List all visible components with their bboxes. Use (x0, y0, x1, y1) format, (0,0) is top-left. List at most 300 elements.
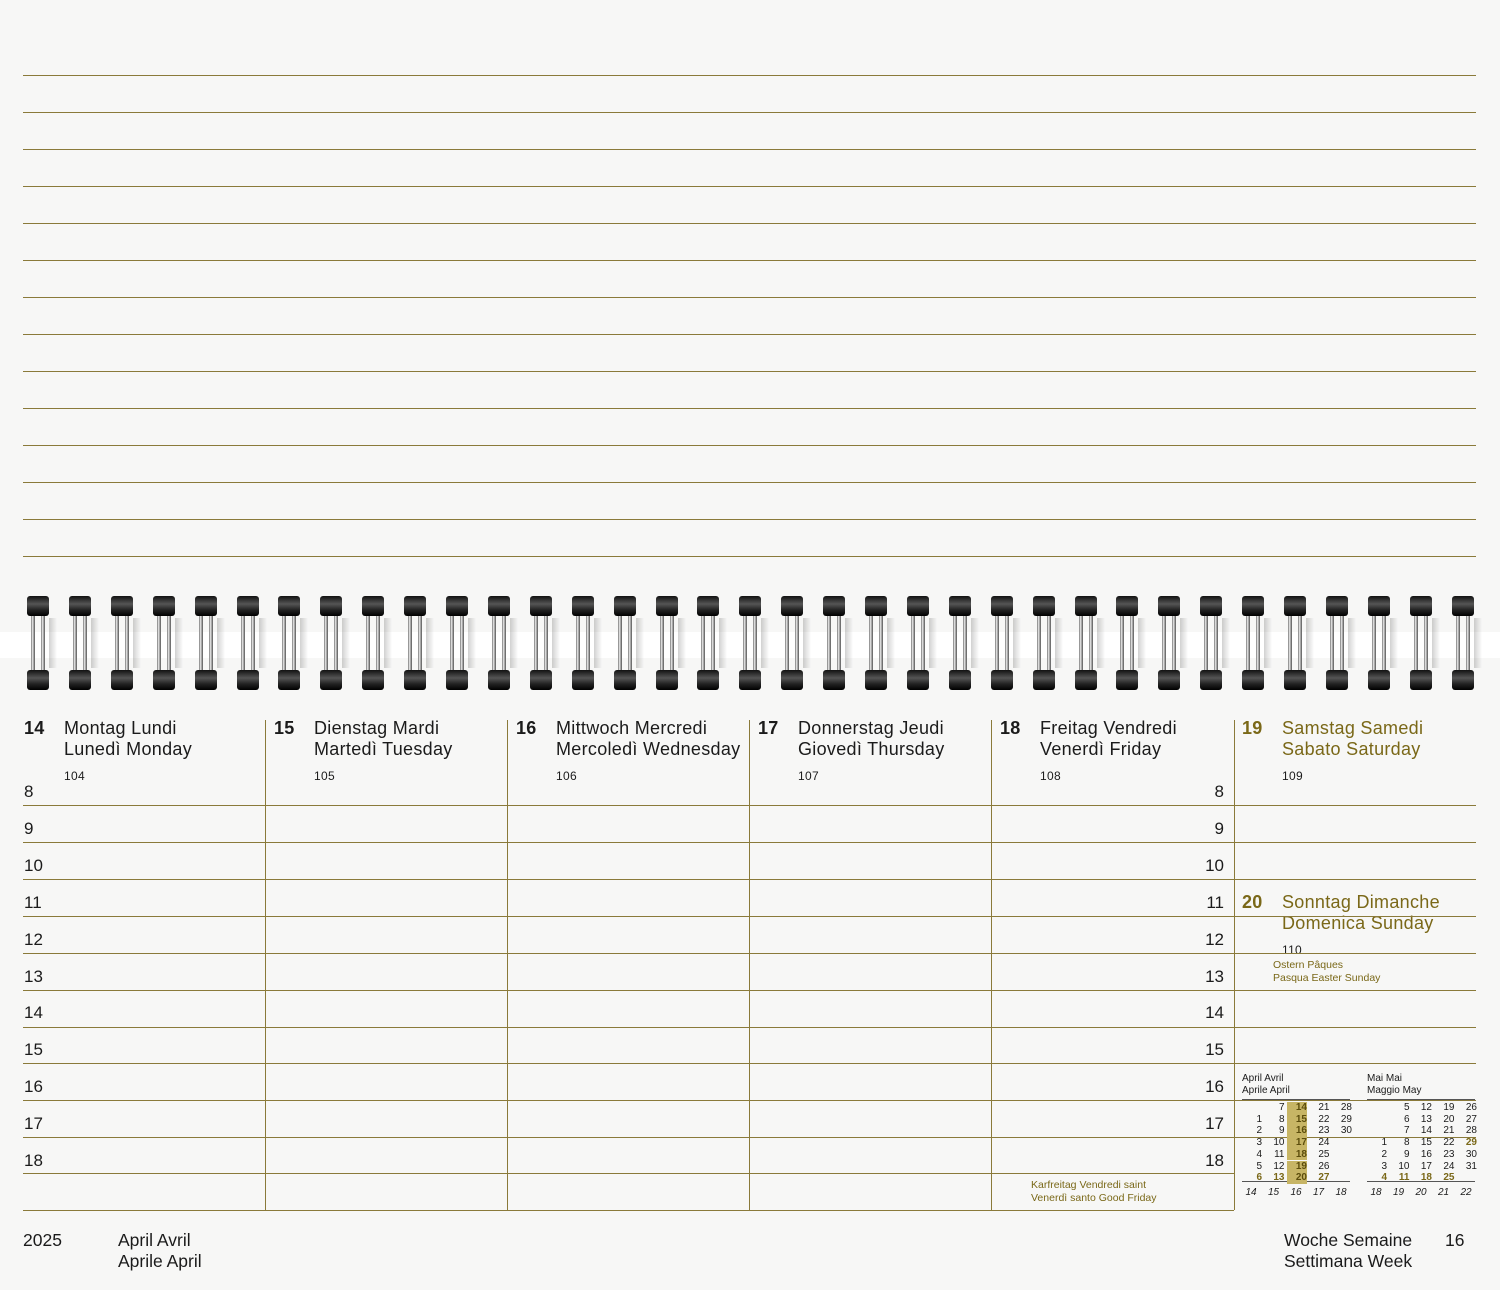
hour-label-left: 13 (24, 966, 43, 986)
coil-wire (1246, 610, 1250, 676)
mini-calendar-day: 5 (1403, 1102, 1410, 1113)
mini-calendar-day: 19 (1287, 1161, 1307, 1173)
mini-calendar-title-line: Maggio May (1367, 1085, 1422, 1096)
day-name (556, 718, 740, 760)
coil-wire (1340, 610, 1344, 676)
holiday-line: Venerdì santo Good Friday (1031, 1192, 1157, 1204)
mini-calendar-day: 27 (1318, 1172, 1330, 1184)
coil-shadow (1222, 618, 1230, 668)
footer-week-label (1284, 1230, 1412, 1271)
day-of-year: 110 (1282, 943, 1303, 957)
mini-calendar-day: 1 (1381, 1137, 1387, 1149)
coil-cap (907, 670, 929, 690)
note-line (23, 445, 1476, 446)
coil-cap (27, 596, 49, 616)
coil-cap (865, 596, 887, 616)
spiral-coil (614, 596, 636, 690)
coil-wire (492, 610, 496, 676)
mini-calendar-title-line: Aprile April (1242, 1085, 1290, 1096)
coil-cap (278, 670, 300, 690)
coil-cap (572, 670, 594, 690)
day-name-line: Giovedì Thursday (798, 739, 945, 759)
mini-calendar-rule (1242, 1099, 1350, 1100)
footer-month-line: April Avril (118, 1230, 191, 1250)
mini-calendar-day: 10 (1398, 1160, 1410, 1172)
mini-calendar-day: 13 (1420, 1113, 1432, 1125)
coil-shadow (300, 618, 308, 668)
spiral-coil (656, 596, 678, 690)
day-name-line: Mercoledì Wednesday (556, 739, 741, 759)
day-name-line: Samstag Samedi (1282, 718, 1424, 738)
coil-wire (73, 610, 77, 676)
day-name-line: Freitag Vendredi (1040, 718, 1177, 738)
coil-cap (1410, 670, 1432, 690)
coil-shadow (1013, 618, 1021, 668)
mini-calendar-day: 31 (1465, 1160, 1477, 1172)
mini-calendar-day: 17 (1420, 1160, 1432, 1172)
coil-shadow (845, 618, 853, 668)
mini-calendar-day: 3 (1381, 1160, 1387, 1172)
spiral-coil (1326, 596, 1348, 690)
coil-wire (1047, 610, 1051, 676)
spiral-coil (949, 596, 971, 690)
hour-label-right: 14 (1205, 1003, 1224, 1023)
coil-wire (711, 610, 715, 676)
spiral-coil (278, 596, 300, 690)
coil-wire (502, 610, 506, 676)
coil-cap (1284, 596, 1306, 616)
coil-cap (991, 670, 1013, 690)
spiral-coil (1158, 596, 1180, 690)
mini-calendar-title (1367, 1073, 1475, 1097)
mini-calendar-day: 11 (1398, 1172, 1410, 1184)
mini-calendar-day: 19 (1443, 1102, 1455, 1113)
coil-shadow (1264, 618, 1272, 668)
coil-wire (670, 610, 674, 676)
hour-label-right: 15 (1205, 1040, 1224, 1060)
hour-label-right: 10 (1205, 855, 1224, 875)
coil-shadow (49, 618, 57, 668)
coil-shadow (1306, 618, 1314, 668)
coil-wire (753, 610, 757, 676)
day-name-line: Lunedì Monday (64, 739, 192, 759)
mini-calendar-day: 12 (1420, 1102, 1432, 1113)
mini-calendar-week: 17 (1312, 1187, 1325, 1198)
coil-cap (362, 670, 384, 690)
coil-wire (628, 610, 632, 676)
coil-wire (963, 610, 967, 676)
coil-wire (586, 610, 590, 676)
coil-wire (376, 610, 380, 676)
day-name-line: Domenica Sunday (1282, 913, 1434, 933)
coil-wire (1298, 610, 1302, 676)
mini-calendar-week: 18 (1335, 1187, 1347, 1198)
day-name-line: Mittwoch Mercredi (556, 718, 708, 738)
holiday-line: Ostern Pâques (1273, 959, 1344, 971)
coil-shadow (719, 618, 727, 668)
mini-calendar-day: 17 (1287, 1137, 1307, 1149)
footer-week-number: 16 (1445, 1230, 1465, 1250)
coil-cap (153, 670, 175, 690)
grid-column-line (507, 720, 508, 1210)
spiral-coil (572, 596, 594, 690)
coil-wire (534, 610, 538, 676)
grid-column-line (749, 720, 750, 1210)
holiday-easter-sunday (1273, 959, 1380, 985)
spiral-coil (781, 596, 803, 690)
hour-label-left: 12 (24, 929, 43, 949)
day-of-year: 106 (556, 769, 577, 783)
note-line (23, 260, 1476, 261)
coil-wire (544, 610, 548, 676)
note-line (23, 408, 1476, 409)
mini-calendar-day: 18 (1287, 1149, 1307, 1161)
day-name (798, 718, 945, 760)
hour-label-right: 11 (1206, 892, 1224, 912)
coil-shadow (384, 618, 392, 668)
mini-calendar-day: 7 (1403, 1125, 1410, 1137)
coil-wire (1079, 610, 1083, 676)
coil-cap (27, 670, 49, 690)
coil-shadow (1138, 618, 1146, 668)
spiral-coil (488, 596, 510, 690)
coil-shadow (971, 618, 979, 668)
coil-cap (1075, 596, 1097, 616)
mini-calendar-day: 14 (1287, 1102, 1307, 1114)
day-name-line: Montag Lundi (64, 718, 177, 738)
day-of-year: 109 (1282, 769, 1303, 783)
day-name-line: Dienstag Mardi (314, 718, 440, 738)
hour-label-left: 8 (24, 782, 34, 801)
coil-wire (795, 610, 799, 676)
coil-wire (1037, 610, 1041, 676)
hour-label-right: 17 (1205, 1114, 1224, 1134)
day-name (314, 718, 453, 760)
coil-cap (781, 596, 803, 616)
coil-cap (907, 596, 929, 616)
mini-calendar-day: 12 (1273, 1160, 1285, 1172)
coil-cap (1410, 596, 1432, 616)
mini-calendar-day: 28 (1465, 1125, 1477, 1137)
note-line (23, 75, 1476, 76)
mini-calendar-week: 20 (1415, 1187, 1427, 1198)
footer-year: 2025 (23, 1230, 62, 1250)
coil-shadow (761, 618, 769, 668)
coil-wire (1414, 610, 1418, 676)
coil-wire (125, 610, 129, 676)
coil-wire (1330, 610, 1334, 676)
coil-wire (1005, 610, 1009, 676)
note-line (23, 223, 1476, 224)
spiral-coil (111, 596, 133, 690)
coil-cap (69, 670, 91, 690)
coil-cap (237, 596, 259, 616)
coil-cap (1242, 596, 1264, 616)
coil-shadow (342, 618, 350, 668)
day-name (64, 718, 192, 760)
coil-cap (362, 596, 384, 616)
coil-wire (115, 610, 119, 676)
footer-month-line: Aprile April (118, 1250, 202, 1271)
coil-cap (1158, 596, 1180, 616)
holiday-line: Karfreitag Vendredi saint (1031, 1179, 1146, 1191)
mini-calendar-week: 18 (1370, 1187, 1382, 1198)
mini-calendar-day: 30 (1465, 1148, 1477, 1160)
coil-cap (1033, 670, 1055, 690)
mini-calendar-week: 15 (1267, 1187, 1280, 1198)
coil-shadow (1348, 618, 1356, 668)
coil-cap (446, 670, 468, 690)
coil-wire (1288, 610, 1292, 676)
coil-cap (404, 596, 426, 616)
day-number: 20 (1242, 892, 1263, 912)
mini-calendar-day: 26 (1318, 1160, 1330, 1172)
coil-shadow (1055, 618, 1063, 668)
day-name (1282, 718, 1423, 760)
coil-wire (1130, 610, 1134, 676)
mini-calendar-day: 10 (1273, 1137, 1285, 1149)
day-name (1040, 718, 1177, 760)
coil-cap (404, 670, 426, 690)
mini-calendar-week: 22 (1460, 1187, 1472, 1198)
mini-calendar-day: 22 (1443, 1137, 1455, 1149)
mini-calendar-day: 28 (1340, 1102, 1352, 1113)
coil-cap (614, 596, 636, 616)
mini-calendar-day: 24 (1443, 1160, 1455, 1172)
note-line (23, 371, 1476, 372)
spiral-coil (1116, 596, 1138, 690)
coil-wire (921, 610, 925, 676)
coil-cap (823, 596, 845, 616)
coil-cap (111, 670, 133, 690)
mini-calendar-day: 8 (1278, 1113, 1285, 1125)
coil-wire (31, 610, 35, 676)
coil-wire (618, 610, 622, 676)
coil-wire (660, 610, 664, 676)
coil-shadow (133, 618, 141, 668)
coil-shadow (259, 618, 267, 668)
coil-cap (446, 596, 468, 616)
coil-cap (1242, 670, 1264, 690)
coil-wire (1162, 610, 1166, 676)
coil-cap (1452, 670, 1474, 690)
coil-cap (1200, 670, 1222, 690)
mini-calendar-day: 23 (1318, 1125, 1330, 1137)
day-number: 16 (516, 718, 537, 738)
coil-wire (1172, 610, 1176, 676)
mini-calendar-day: 1 (1256, 1113, 1262, 1125)
spiral-coil (1284, 596, 1306, 690)
footer-week-line: Settimana Week (1284, 1250, 1413, 1271)
coil-shadow (552, 618, 560, 668)
spiral-coil (1452, 596, 1474, 690)
grid-column-line (265, 720, 266, 1210)
mini-calendar-day: 3 (1256, 1137, 1262, 1149)
mini-calendar-day: 16 (1287, 1125, 1307, 1137)
coil-wire (251, 610, 255, 676)
coil-shadow (1180, 618, 1188, 668)
coil-cap (1326, 596, 1348, 616)
mini-calendar-day: 20 (1287, 1172, 1307, 1184)
coil-wire (167, 610, 171, 676)
hour-label-left: 14 (24, 1003, 43, 1023)
coil-cap (697, 596, 719, 616)
coil-wire (282, 610, 286, 676)
spiral-coil (153, 596, 175, 690)
mini-calendar-day: 26 (1465, 1102, 1477, 1113)
mini-calendar-day: 14 (1420, 1125, 1432, 1137)
spiral-coil (530, 596, 552, 690)
day-name-line: Venerdì Friday (1040, 739, 1162, 759)
mini-calendar-day: 29 (1340, 1113, 1352, 1125)
coil-wire (408, 610, 412, 676)
day-name-line: Sonntag Dimanche (1282, 892, 1440, 912)
mini-calendar-day: 20 (1443, 1113, 1455, 1125)
grid-row-line (23, 1210, 1234, 1211)
coil-cap (1075, 670, 1097, 690)
mini-calendar-day: 27 (1465, 1113, 1477, 1125)
coil-wire (576, 610, 580, 676)
coil-wire (1372, 610, 1376, 676)
day-of-year: 108 (1040, 769, 1061, 783)
coil-cap (320, 596, 342, 616)
coil-cap (1326, 670, 1348, 690)
footer-week-line: Woche Semaine (1284, 1230, 1413, 1250)
coil-cap (739, 670, 761, 690)
footer-month (118, 1230, 202, 1271)
mini-calendar-day: 9 (1403, 1148, 1410, 1160)
mini-calendar-day: 7 (1278, 1102, 1285, 1113)
coil-wire (83, 610, 87, 676)
coil-shadow (1390, 618, 1398, 668)
coil-wire (199, 610, 203, 676)
day-number: 17 (758, 718, 779, 738)
coil-wire (879, 610, 883, 676)
coil-shadow (594, 618, 602, 668)
mini-calendar-day: 15 (1420, 1137, 1432, 1149)
mini-calendar-day: 21 (1443, 1125, 1455, 1137)
coil-wire (1424, 610, 1428, 676)
coil-wire (1382, 610, 1386, 676)
day-name-line: Martedì Tuesday (314, 739, 453, 759)
mini-calendar-week: 16 (1290, 1187, 1302, 1198)
mini-calendar-day: 9 (1278, 1125, 1285, 1137)
coil-shadow (887, 618, 895, 668)
note-line (23, 556, 1476, 557)
mini-calendar-day: 16 (1420, 1148, 1432, 1160)
hour-label-right: 9 (1214, 818, 1224, 838)
hour-label-left: 17 (24, 1114, 43, 1134)
coil-wire (324, 610, 328, 676)
coil-cap (656, 596, 678, 616)
coil-cap (949, 596, 971, 616)
coil-shadow (510, 618, 518, 668)
hour-label-right: 12 (1205, 929, 1224, 949)
mini-calendar-day: 5 (1256, 1160, 1262, 1172)
coil-cap (1284, 670, 1306, 690)
coil-wire (41, 610, 45, 676)
hour-label-left: 10 (24, 855, 43, 875)
day-of-year: 104 (64, 769, 85, 783)
mini-calendar (1367, 1073, 1475, 1201)
day-number: 15 (274, 718, 295, 738)
day-number: 14 (24, 718, 45, 738)
coil-cap (69, 596, 91, 616)
coil-wire (1089, 610, 1093, 676)
coil-cap (1200, 596, 1222, 616)
coil-wire (334, 610, 338, 676)
mini-calendar-week: 14 (1245, 1187, 1257, 1198)
mini-calendar-day: 25 (1443, 1172, 1455, 1184)
coil-cap (991, 596, 1013, 616)
mini-calendar-day: 25 (1318, 1148, 1330, 1160)
coil-wire (701, 610, 705, 676)
coil-wire (157, 610, 161, 676)
mini-calendar-title-line: April Avril (1242, 1073, 1284, 1084)
coil-cap (614, 670, 636, 690)
coil-wire (292, 610, 296, 676)
spiral-coil (991, 596, 1013, 690)
coil-shadow (1097, 618, 1105, 668)
coil-cap (1033, 596, 1055, 616)
mini-calendar-title-line: Mai Mai (1367, 1073, 1403, 1084)
coil-cap (237, 670, 259, 690)
coil-cap (195, 670, 217, 690)
mini-calendar-week: 21 (1437, 1187, 1450, 1198)
mini-calendar-day: 24 (1318, 1137, 1330, 1149)
coil-wire (1256, 610, 1260, 676)
mini-calendar-day: 30 (1340, 1125, 1352, 1137)
note-line (23, 149, 1476, 150)
hour-label-left: 16 (24, 1077, 43, 1097)
hour-label-right: 13 (1205, 966, 1224, 986)
mini-calendar-day: 4 (1381, 1172, 1387, 1184)
note-line (23, 482, 1476, 483)
coil-shadow (678, 618, 686, 668)
mini-calendar-rule (1367, 1099, 1475, 1100)
coil-shadow (468, 618, 476, 668)
mini-calendar-title (1242, 1073, 1350, 1097)
coil-wire (911, 610, 915, 676)
hour-label-left: 18 (24, 1151, 43, 1170)
coil-wire (743, 610, 747, 676)
coil-cap (823, 670, 845, 690)
coil-cap (111, 596, 133, 616)
coil-cap (1368, 670, 1390, 690)
mini-calendar-day: 29 (1465, 1137, 1477, 1149)
mini-calendar-day: 22 (1318, 1113, 1330, 1125)
spiral-coil (237, 596, 259, 690)
spiral-coil (1075, 596, 1097, 690)
hour-label-left: 9 (24, 818, 34, 838)
coil-cap (1452, 596, 1474, 616)
coil-shadow (91, 618, 99, 668)
coil-wire (869, 610, 873, 676)
mini-calendar-day: 13 (1273, 1172, 1285, 1184)
day-name (1282, 892, 1440, 934)
coil-cap (572, 596, 594, 616)
mini-calendar-week: 19 (1392, 1187, 1405, 1198)
spiral-coil (823, 596, 845, 690)
note-line (23, 186, 1476, 187)
mini-calendar-day: 23 (1443, 1148, 1455, 1160)
holiday-line: Pasqua Easter Sunday (1273, 972, 1381, 984)
coil-cap (195, 596, 217, 616)
mini-calendar-day: 15 (1287, 1114, 1307, 1126)
coil-wire (837, 610, 841, 676)
coil-shadow (929, 618, 937, 668)
spiral-coil (907, 596, 929, 690)
